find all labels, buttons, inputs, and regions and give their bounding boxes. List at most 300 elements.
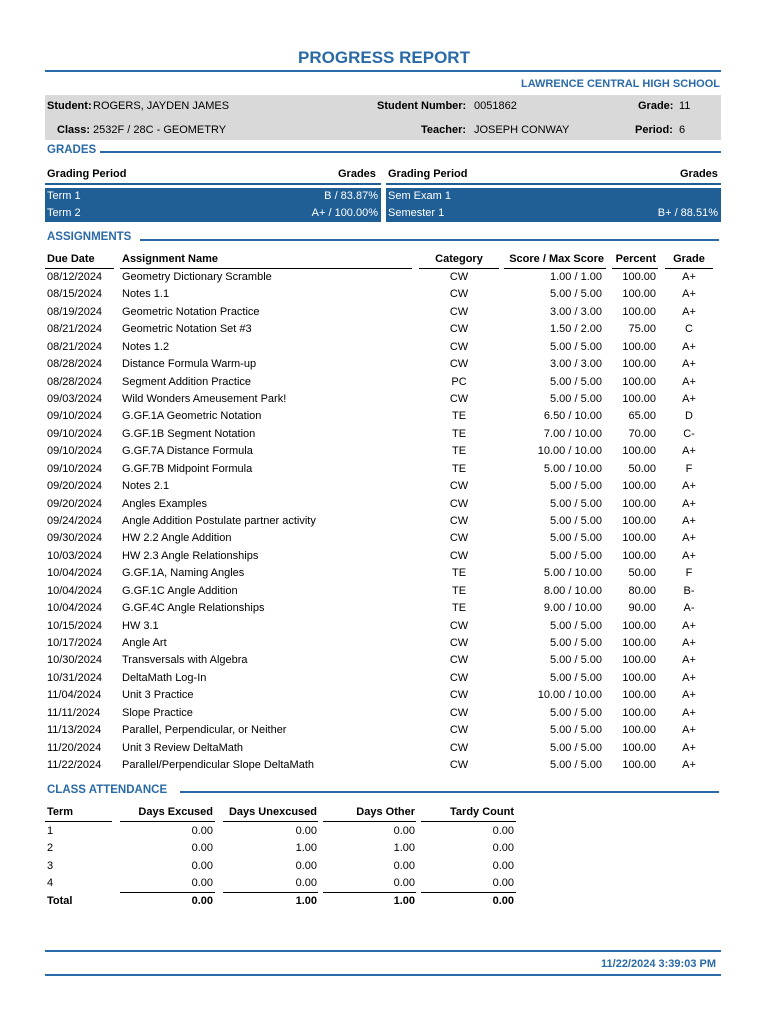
attendance-row [0, 842, 768, 859]
col-header-assignment-name: Assignment Name [122, 253, 218, 265]
assignment-grade: A+ [682, 706, 696, 719]
assignment-grade: A+ [682, 445, 696, 458]
header-underline [419, 268, 499, 269]
assignment-due-date: 08/21/2024 [47, 340, 103, 353]
assignment-row [0, 689, 768, 706]
assignment-score: 7.00 / 10.00 [543, 427, 602, 440]
assignment-name: Geometric Notation Practice [122, 305, 260, 318]
assignment-grade: F [685, 462, 693, 475]
assignment-name: Unit 3 Review DeltaMath [122, 741, 244, 754]
assignment-percent: 100.00 [622, 358, 656, 371]
grade-row [45, 188, 381, 205]
att-header-underline [323, 821, 416, 822]
assignment-score: 5.00 / 5.00 [550, 480, 602, 493]
assignment-row [0, 271, 768, 288]
assignment-category: CW [449, 515, 469, 528]
assignment-grade: A+ [682, 358, 696, 371]
assignment-grade: A+ [682, 271, 696, 283]
assignment-score: 10.00 / 10.00 [537, 689, 602, 702]
grade-value: B+ / 88.51% [657, 207, 718, 219]
assignment-percent: 50.00 [628, 567, 656, 580]
assignment-percent: 70.00 [628, 427, 656, 440]
assignment-name: Notes 1.2 [122, 340, 170, 353]
att-header-unexcused: Days Unexcused [228, 806, 317, 818]
assignment-name: Parallel/Perpendicular Slope DeltaMath [122, 759, 314, 772]
assignment-name: Notes 2.1 [122, 480, 170, 493]
assignment-score: 5.00 / 5.00 [550, 741, 602, 754]
assignment-name: DeltaMath Log-In [122, 671, 207, 684]
assignment-due-date: 10/17/2024 [47, 637, 103, 650]
att-total-unexcused: 1.00 [295, 895, 317, 907]
assignment-name: Geometry Dictionary Scramble [122, 271, 272, 283]
assignment-grade: D [685, 410, 693, 423]
assignment-name: G.GF.4C Angle Relationships [122, 602, 265, 615]
assignments-section-title: ASSIGNMENTS [47, 231, 134, 243]
assignment-score: 5.00 / 5.00 [550, 393, 602, 405]
att-header-underline [45, 821, 112, 822]
assignment-score: 5.00 / 5.00 [550, 759, 602, 772]
assignment-due-date: 09/10/2024 [47, 410, 103, 423]
assignment-grade: A+ [682, 532, 696, 545]
col-header-due-date: Due Date [47, 253, 95, 265]
assignment-score: 5.00 / 5.00 [550, 288, 602, 301]
assignment-name: Distance Formula Warm-up [122, 358, 257, 371]
assignment-due-date: 08/21/2024 [47, 323, 103, 336]
class-value: 2532F / 28C - GEOMETRY [93, 124, 227, 136]
assignment-due-date: 10/31/2024 [47, 671, 103, 684]
assignment-due-date: 11/20/2024 [47, 741, 102, 754]
assignment-grade: F [685, 567, 693, 580]
header-underline [665, 268, 713, 269]
attendance-total-row [0, 895, 768, 912]
assignment-score: 5.00 / 5.00 [550, 532, 602, 545]
assignment-score: 1.00 / 1.00 [550, 271, 602, 283]
assignment-due-date: 08/12/2024 [47, 271, 103, 283]
att-other: 0.00 [393, 825, 415, 837]
att-header-other: Days Other [356, 806, 415, 818]
grade-value: B / 83.87% [324, 190, 378, 202]
assignment-row [0, 515, 768, 532]
assignment-name: G.GF.1B Segment Notation [122, 427, 256, 440]
assignment-due-date: 09/30/2024 [47, 532, 103, 545]
assignment-grade: A+ [682, 741, 696, 754]
assignment-category: TE [451, 410, 467, 423]
att-term: 4 [47, 876, 54, 889]
att-tardy: 0.00 [492, 859, 514, 872]
assignment-category: CW [449, 340, 469, 353]
assignment-category: TE [451, 567, 467, 580]
assignment-due-date: 10/15/2024 [47, 619, 103, 632]
assignment-due-date: 10/04/2024 [47, 567, 103, 580]
footer-rule-bottom [45, 974, 721, 976]
assignment-category: CW [449, 741, 469, 754]
attendance-section-title: CLASS ATTENDANCE [47, 784, 170, 796]
grades-header-grades-left: Grades [338, 168, 376, 180]
grades-section-title: GRADES [47, 144, 99, 156]
att-header-underline [223, 821, 318, 822]
assignment-due-date: 11/13/2024 [47, 724, 102, 737]
assignment-percent: 100.00 [622, 497, 656, 510]
att-other: 0.00 [393, 876, 415, 889]
grades-header-period-left: Grading Period [47, 168, 127, 180]
assignment-grade: C [685, 323, 693, 336]
assignment-category: TE [451, 602, 467, 615]
assignment-row [0, 323, 768, 340]
grades-table-right [386, 188, 721, 222]
assignment-percent: 65.00 [628, 410, 656, 423]
assignment-category: CW [449, 393, 469, 405]
assignment-grade: A+ [682, 480, 696, 493]
att-header-underline [421, 821, 516, 822]
assignment-due-date: 08/15/2024 [47, 288, 103, 301]
assignment-grade: A+ [682, 375, 696, 388]
assignment-score: 5.00 / 5.00 [550, 706, 602, 719]
att-total-other: 1.00 [393, 895, 415, 907]
assignment-name: G.GF.7A Distance Formula [122, 445, 253, 458]
assignment-row [0, 463, 768, 480]
att-tardy: 0.00 [492, 876, 514, 889]
assignment-name: G.GF.1C Angle Addition [122, 584, 238, 597]
assignment-grade: A+ [682, 671, 696, 684]
assignment-row [0, 532, 768, 549]
assignment-score: 3.00 / 3.00 [550, 358, 602, 371]
assignment-grade: A+ [682, 619, 696, 632]
assignment-row [0, 707, 768, 724]
assignment-row [0, 637, 768, 654]
att-total-rule [223, 892, 318, 893]
att-term: 3 [47, 859, 54, 872]
assignment-category: CW [449, 689, 469, 702]
att-header-tardy: Tardy Count [450, 806, 514, 818]
att-unexcused: 0.00 [295, 876, 317, 889]
att-unexcused: 0.00 [295, 825, 317, 837]
assignment-row [0, 428, 768, 445]
assignment-score: 5.00 / 5.00 [550, 340, 602, 353]
assignment-score: 5.00 / 10.00 [543, 462, 602, 475]
assignment-due-date: 10/03/2024 [47, 549, 103, 562]
assignment-percent: 100.00 [622, 445, 656, 458]
att-header-excused: Days Excused [138, 806, 213, 818]
assignment-name: HW 3.1 [122, 619, 159, 632]
assignment-due-date: 08/28/2024 [47, 358, 103, 371]
assignment-grade: A+ [682, 515, 696, 528]
assignment-row [0, 672, 768, 689]
assignment-row [0, 567, 768, 584]
assignment-category: CW [449, 654, 469, 667]
att-excused: 0.00 [191, 859, 213, 872]
assignment-due-date: 09/20/2024 [47, 480, 103, 493]
assignment-row [0, 358, 768, 375]
assignment-score: 5.00 / 5.00 [550, 375, 602, 388]
student-number-label: Student Number: [377, 100, 467, 112]
assignment-due-date: 11/11/2024 [47, 706, 101, 719]
grade-row [386, 188, 721, 205]
assignment-category: TE [451, 584, 467, 597]
header-underline [612, 268, 658, 269]
grades-table-left [45, 188, 381, 222]
att-header-term: Term [47, 806, 74, 818]
assignment-category: CW [449, 706, 469, 719]
att-unexcused: 0.00 [295, 859, 317, 872]
assignment-percent: 100.00 [622, 393, 656, 405]
assignment-name: Parallel, Perpendicular, or Neither [122, 724, 287, 737]
assignment-score: 3.00 / 3.00 [550, 305, 602, 318]
col-header-category: Category [435, 253, 483, 265]
assignment-percent: 100.00 [622, 271, 656, 283]
assignment-percent: 100.00 [622, 671, 656, 684]
assignment-category: CW [449, 671, 469, 684]
assignment-due-date: 09/03/2024 [47, 393, 103, 405]
grade-period: Term 1 [47, 190, 81, 202]
assignment-row [0, 498, 768, 515]
assignment-score: 8.00 / 10.00 [543, 584, 602, 597]
assignment-name: Slope Practice [122, 706, 193, 719]
title-rule [45, 70, 721, 72]
assignment-category: CW [449, 358, 469, 371]
header-underline [120, 268, 412, 269]
assignment-grade: B- [683, 584, 695, 597]
assignment-name: Wild Wonders Ameusement Park! [122, 393, 287, 405]
assignment-row [0, 376, 768, 393]
assignment-percent: 90.00 [628, 602, 656, 615]
assignment-row [0, 306, 768, 323]
grade-period: Semester 1 [388, 207, 445, 219]
assignment-grade: A+ [682, 288, 696, 301]
assignment-grade: A+ [682, 549, 696, 562]
period-label: Period: [635, 124, 673, 136]
assignment-row [0, 550, 768, 567]
assignment-name: Angle Addition Postulate partner activity [122, 515, 316, 528]
col-header-percent: Percent [615, 253, 656, 265]
assignment-name: Transversals with Algebra [122, 654, 248, 667]
period-value: 6 [679, 124, 686, 136]
assignment-due-date: 10/04/2024 [47, 602, 103, 615]
assignment-percent: 100.00 [622, 619, 656, 632]
assignment-percent: 100.00 [622, 654, 656, 667]
teacher-name: JOSEPH CONWAY [474, 124, 570, 136]
assignment-score: 5.00 / 5.00 [550, 515, 602, 528]
att-excused: 0.00 [191, 876, 213, 889]
assignment-name: Angles Examples [122, 497, 207, 510]
assignment-category: CW [449, 480, 469, 493]
assignment-name: Segment Addition Practice [122, 375, 252, 388]
assignment-category: TE [451, 445, 467, 458]
grade-value: A+ / 100.00% [311, 207, 378, 219]
assignment-score: 5.00 / 5.00 [550, 724, 602, 737]
assignment-name: G.GF.1A Geometric Notation [122, 410, 262, 423]
assignment-due-date: 09/10/2024 [47, 445, 103, 458]
assignment-name: Unit 3 Practice [122, 689, 194, 702]
assignment-percent: 75.00 [628, 323, 656, 336]
att-term: 2 [47, 842, 54, 855]
assignment-grade: A+ [682, 393, 696, 405]
assignment-score: 5.00 / 5.00 [550, 671, 602, 684]
assignment-due-date: 10/30/2024 [47, 654, 103, 667]
assignment-due-date: 11/04/2024 [47, 689, 102, 702]
assignment-percent: 50.00 [628, 462, 656, 475]
att-total-tardy: 0.00 [492, 895, 514, 907]
teacher-label: Teacher: [421, 124, 467, 136]
att-other: 0.00 [393, 859, 415, 872]
col-header-score: Score / Max Score [509, 253, 604, 265]
att-unexcused: 1.00 [295, 842, 317, 855]
assignment-category: CW [449, 323, 469, 336]
assignment-row [0, 602, 768, 619]
assignment-name: HW 2.3 Angle Relationships [122, 549, 259, 562]
report-timestamp: 11/22/2024 3:39:03 PM [601, 958, 716, 970]
assignment-grade: A+ [682, 637, 696, 650]
assignment-row [0, 288, 768, 305]
assignment-score: 1.50 / 2.00 [550, 323, 602, 336]
grade-period: Sem Exam 1 [388, 190, 451, 202]
assignment-category: CW [449, 288, 469, 301]
assignment-row [0, 585, 768, 602]
assignment-due-date: 10/04/2024 [47, 584, 103, 597]
assignment-name: Notes 1.1 [122, 288, 170, 301]
assignment-row [0, 445, 768, 462]
assignment-percent: 100.00 [622, 706, 656, 719]
att-other: 1.00 [393, 842, 415, 855]
assignment-percent: 100.00 [622, 549, 656, 562]
assignment-percent: 100.00 [622, 340, 656, 353]
assignment-due-date: 09/20/2024 [47, 497, 103, 510]
assignment-percent: 100.00 [622, 515, 656, 528]
assignment-name: Geometric Notation Set #3 [122, 323, 252, 336]
assignment-grade: A- [683, 602, 695, 615]
assignment-row [0, 742, 768, 759]
att-tardy: 0.00 [492, 842, 514, 855]
assignment-row [0, 724, 768, 741]
footer-rule-top [45, 950, 721, 952]
assignment-category: CW [449, 532, 469, 545]
grade-row [386, 205, 721, 222]
assignment-score: 5.00 / 10.00 [543, 567, 602, 580]
att-total-label: Total [47, 895, 73, 907]
att-tardy: 0.00 [492, 825, 514, 837]
assignment-percent: 100.00 [622, 637, 656, 650]
assignment-percent: 100.00 [622, 305, 656, 318]
assignment-due-date: 09/24/2024 [47, 515, 103, 528]
assignment-row [0, 410, 768, 427]
attendance-section-rule [180, 791, 719, 793]
assignment-name: G.GF.1A, Naming Angles [122, 567, 245, 580]
grades-header-grades-right: Grades [680, 168, 718, 180]
assignment-percent: 100.00 [622, 724, 656, 737]
assignment-percent: 100.00 [622, 375, 656, 388]
grades-header-rule-left [45, 183, 381, 185]
assignment-percent: 100.00 [622, 759, 656, 772]
assignment-score: 6.50 / 10.00 [543, 410, 602, 423]
assignment-grade: A+ [682, 654, 696, 667]
assignment-score: 5.00 / 5.00 [550, 619, 602, 632]
att-total-rule [421, 892, 516, 893]
grade-period: Term 2 [47, 207, 81, 219]
attendance-row [0, 860, 768, 877]
assignment-score: 5.00 / 5.00 [550, 549, 602, 562]
assignment-category: CW [449, 637, 469, 650]
assignment-percent: 100.00 [622, 689, 656, 702]
assignment-grade: A+ [682, 724, 696, 737]
assignment-percent: 100.00 [622, 741, 656, 754]
grades-header-rule-right [386, 183, 721, 185]
assignment-grade: A+ [682, 759, 696, 772]
assignment-percent: 100.00 [622, 480, 656, 493]
assignment-score: 9.00 / 10.00 [543, 602, 602, 615]
att-term: 1 [47, 825, 54, 837]
assignment-category: CW [449, 724, 469, 737]
assignment-name: HW 2.2 Angle Addition [122, 532, 232, 545]
att-header-underline [120, 821, 215, 822]
assignment-score: 5.00 / 5.00 [550, 654, 602, 667]
assignment-percent: 100.00 [622, 288, 656, 301]
grade-level-label: Grade: [638, 100, 674, 112]
class-label: Class: [57, 124, 91, 136]
assignment-grade: A+ [682, 305, 696, 318]
assignment-row [0, 341, 768, 358]
assignment-grade: A+ [682, 689, 696, 702]
student-info-box [45, 95, 721, 140]
att-excused: 0.00 [191, 842, 213, 855]
assignment-category: TE [451, 427, 467, 440]
assignment-grade: A+ [682, 497, 696, 510]
assignment-due-date: 08/19/2024 [47, 305, 103, 318]
assignment-name: Angle Art [122, 637, 167, 650]
assignment-percent: 80.00 [628, 584, 656, 597]
assignment-due-date: 08/28/2024 [47, 375, 103, 388]
att-total-rule [323, 892, 416, 893]
assignment-category: CW [449, 271, 469, 283]
header-underline [504, 268, 606, 269]
assignment-category: CW [449, 549, 469, 562]
assignment-percent: 100.00 [622, 532, 656, 545]
att-excused: 0.00 [191, 825, 213, 837]
assignment-score: 5.00 / 5.00 [550, 497, 602, 510]
student-name: ROGERS, JAYDEN JAMES [93, 100, 230, 112]
student-number: 0051862 [474, 100, 517, 112]
col-header-grade: Grade [673, 253, 705, 265]
grades-header-period-right: Grading Period [388, 168, 468, 180]
assignment-row [0, 393, 768, 410]
assignment-name: G.GF.7B Midpoint Formula [122, 462, 253, 475]
assignment-row [0, 620, 768, 637]
assignment-score: 10.00 / 10.00 [537, 445, 602, 458]
att-total-rule [120, 892, 215, 893]
assignment-due-date: 09/10/2024 [47, 427, 103, 440]
assignment-grade: A+ [682, 340, 696, 353]
assignment-row [0, 480, 768, 497]
assignment-due-date: 11/22/2024 [47, 759, 102, 772]
assignment-category: CW [449, 759, 469, 772]
assignment-row [0, 759, 768, 776]
student-label: Student: [47, 100, 92, 112]
assignment-score: 5.00 / 5.00 [550, 637, 602, 650]
assignment-category: PC [451, 375, 467, 388]
attendance-row [0, 825, 768, 842]
grades-section-rule [100, 151, 721, 153]
assignment-row [0, 654, 768, 671]
grade-row [45, 205, 381, 222]
att-total-excused: 0.00 [191, 895, 213, 907]
assignments-section-rule [140, 239, 719, 241]
header-underline [45, 268, 114, 269]
assignment-grade: C- [683, 427, 695, 440]
assignment-category: CW [449, 497, 469, 510]
assignment-category: TE [451, 462, 467, 475]
assignment-category: CW [449, 619, 469, 632]
grade-level: 11 [679, 100, 691, 112]
assignment-category: CW [449, 305, 469, 318]
assignment-due-date: 09/10/2024 [47, 462, 103, 475]
